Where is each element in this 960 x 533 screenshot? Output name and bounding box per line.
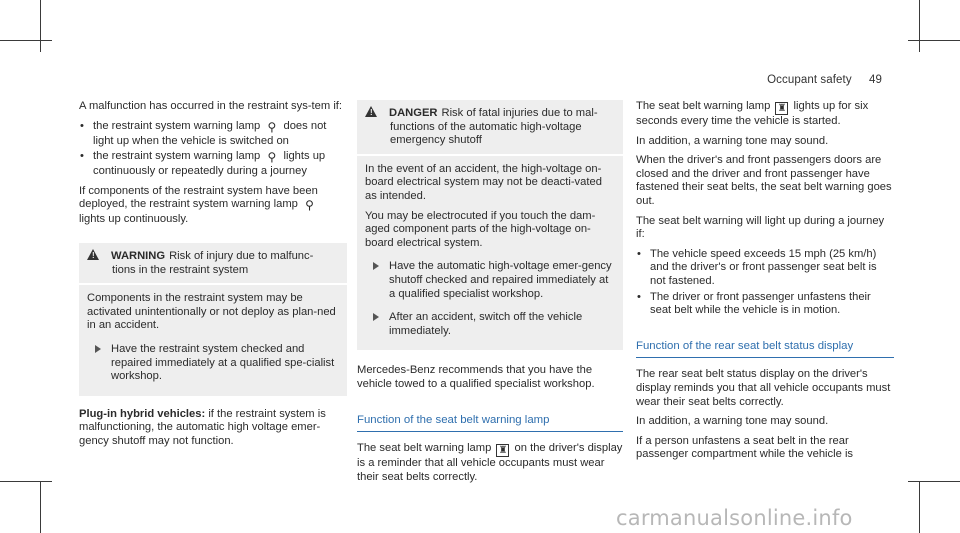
list-item: • The vehicle speed exceeds 15 mph (25 km/h) and the driver's or front passenger seat belt is not fastened. [637, 247, 877, 287]
rear-display-text: The rear seat belt status display on the driver's display reminds you that all vehicle occupants must wear their seat belts correctly. [636, 368, 891, 408]
tone-text: In addition, a warning tone may sound. [636, 134, 829, 147]
arrow-right-icon [373, 262, 379, 270]
bullet-icon: • [637, 290, 641, 303]
intro-text: A malfunction has occurred in the restraint sys-tem if: [79, 100, 343, 112]
column-left [79, 100, 347, 455]
action-step: Have the restraint system checked and repaired immediately at a qualified spe-cialist workshop. [87, 343, 339, 384]
watermark: carmanualsonline.info [616, 506, 853, 530]
section-title: Occupant safety [767, 74, 852, 86]
crop-mark [40, 481, 41, 533]
warning-keyword: WARNING [111, 249, 166, 262]
list-item: • The driver or front passenger unfastens their seat belt while the vehicle is in motion. [637, 290, 871, 317]
list-item: • the restraint system warning lamp ⚲ lights up continuously or repeatedly during a journey [80, 150, 326, 178]
warning-triangle-icon: ! [365, 106, 377, 117]
page-number: 49 [869, 74, 882, 86]
condition-list [636, 248, 894, 318]
crop-mark [919, 0, 920, 52]
warning-body [79, 283, 347, 396]
section-heading: Function of the seat belt warning lamp [357, 414, 623, 433]
danger-box [357, 100, 623, 350]
warning-text: Components in the restraint system may be activated unintentionally or not deploy as plan-ned in an accident. [87, 292, 336, 332]
warning-triangle-icon: ! [87, 249, 99, 260]
restraint-lamp-icon: ⚲ [267, 150, 277, 165]
danger-body [357, 154, 623, 351]
crop-mark [0, 481, 52, 482]
danger-keyword: DANGER [389, 107, 438, 119]
rear-tone-text: In addition, a warning tone may sound. [636, 415, 829, 428]
danger-text: You may be electrocuted if you touch the dam-aged component parts of the high-voltage on-board electrical system. [365, 209, 596, 249]
danger-header: ! DANGER Risk of fatal injuries due to mal- functions of the automatic high-voltage emergency shutoff [357, 100, 623, 154]
seat-belt-lamp-icon: ♜ [775, 102, 788, 115]
warning-header: ! WARNING Risk of injury due to malfunc- tions in the restraint system [79, 243, 347, 283]
restraint-lamp-icon: ⚲ [267, 119, 277, 134]
bullet-icon: • [637, 247, 641, 260]
belt-lamp-text: The seat belt warning lamp ♜ on the driver's display is a reminder that all vehicle occupants must wear their seat belts correctly. [357, 442, 623, 483]
journey-text: The seat belt warning will light up during a journey if: [636, 214, 885, 241]
running-header [767, 74, 882, 86]
belt-start-text: The seat belt warning lamp ♜ lights up for six seconds every time the vehicle is started. [636, 100, 869, 127]
hybrid-note: Plug-in hybrid vehicles: if the restraint system is malfunctioning, the automatic high voltage emer-gency shutoff may not function. [79, 407, 326, 447]
crop-mark [0, 40, 52, 41]
arrow-right-icon [95, 345, 101, 353]
crop-mark [919, 481, 920, 533]
section-heading: Function of the rear seat belt status display [636, 340, 894, 359]
list-item: • the restraint system warning lamp ⚲ does not light up when the vehicle is switched on [80, 119, 327, 147]
deployed-text: If components of the restraint system have been deployed, the restraint system warning lamp ⚲ lights up continuously. [79, 184, 318, 226]
seat-belt-lamp-icon: ♜ [496, 444, 509, 457]
action-step: Have the automatic high-voltage emer-gency shutoff checked and repaired immediately at a qualified specialist workshop. [365, 260, 615, 301]
rear-unfasten-text: If a person unfastens a seat belt in the rear passenger compartment while the vehicle is [636, 434, 854, 461]
doors-text: When the driver's and front passengers doors are closed and the driver and front passenger have fastened their seat belts, the seat belt warning goes out. [636, 154, 892, 207]
danger-text: In the event of an accident, the high-voltage on-board electrical system may not be deacti-vated as intended. [365, 162, 602, 202]
crop-mark [908, 40, 960, 41]
recommend-text: Mercedes-Benz recommends that you have the vehicle towed to a qualified specialist workshop. [357, 364, 595, 390]
restraint-lamp-icon: ⚲ [305, 198, 314, 213]
column-middle [357, 100, 623, 490]
action-step: After an accident, switch off the vehicle immediately. [365, 311, 615, 338]
bullet-icon: • [80, 150, 84, 163]
crop-mark [908, 481, 960, 482]
column-right [636, 100, 894, 468]
warning-box [79, 243, 347, 396]
crop-mark [40, 0, 41, 52]
bullet-icon: • [80, 119, 84, 132]
arrow-right-icon [373, 313, 379, 321]
malfunction-list [79, 120, 347, 179]
